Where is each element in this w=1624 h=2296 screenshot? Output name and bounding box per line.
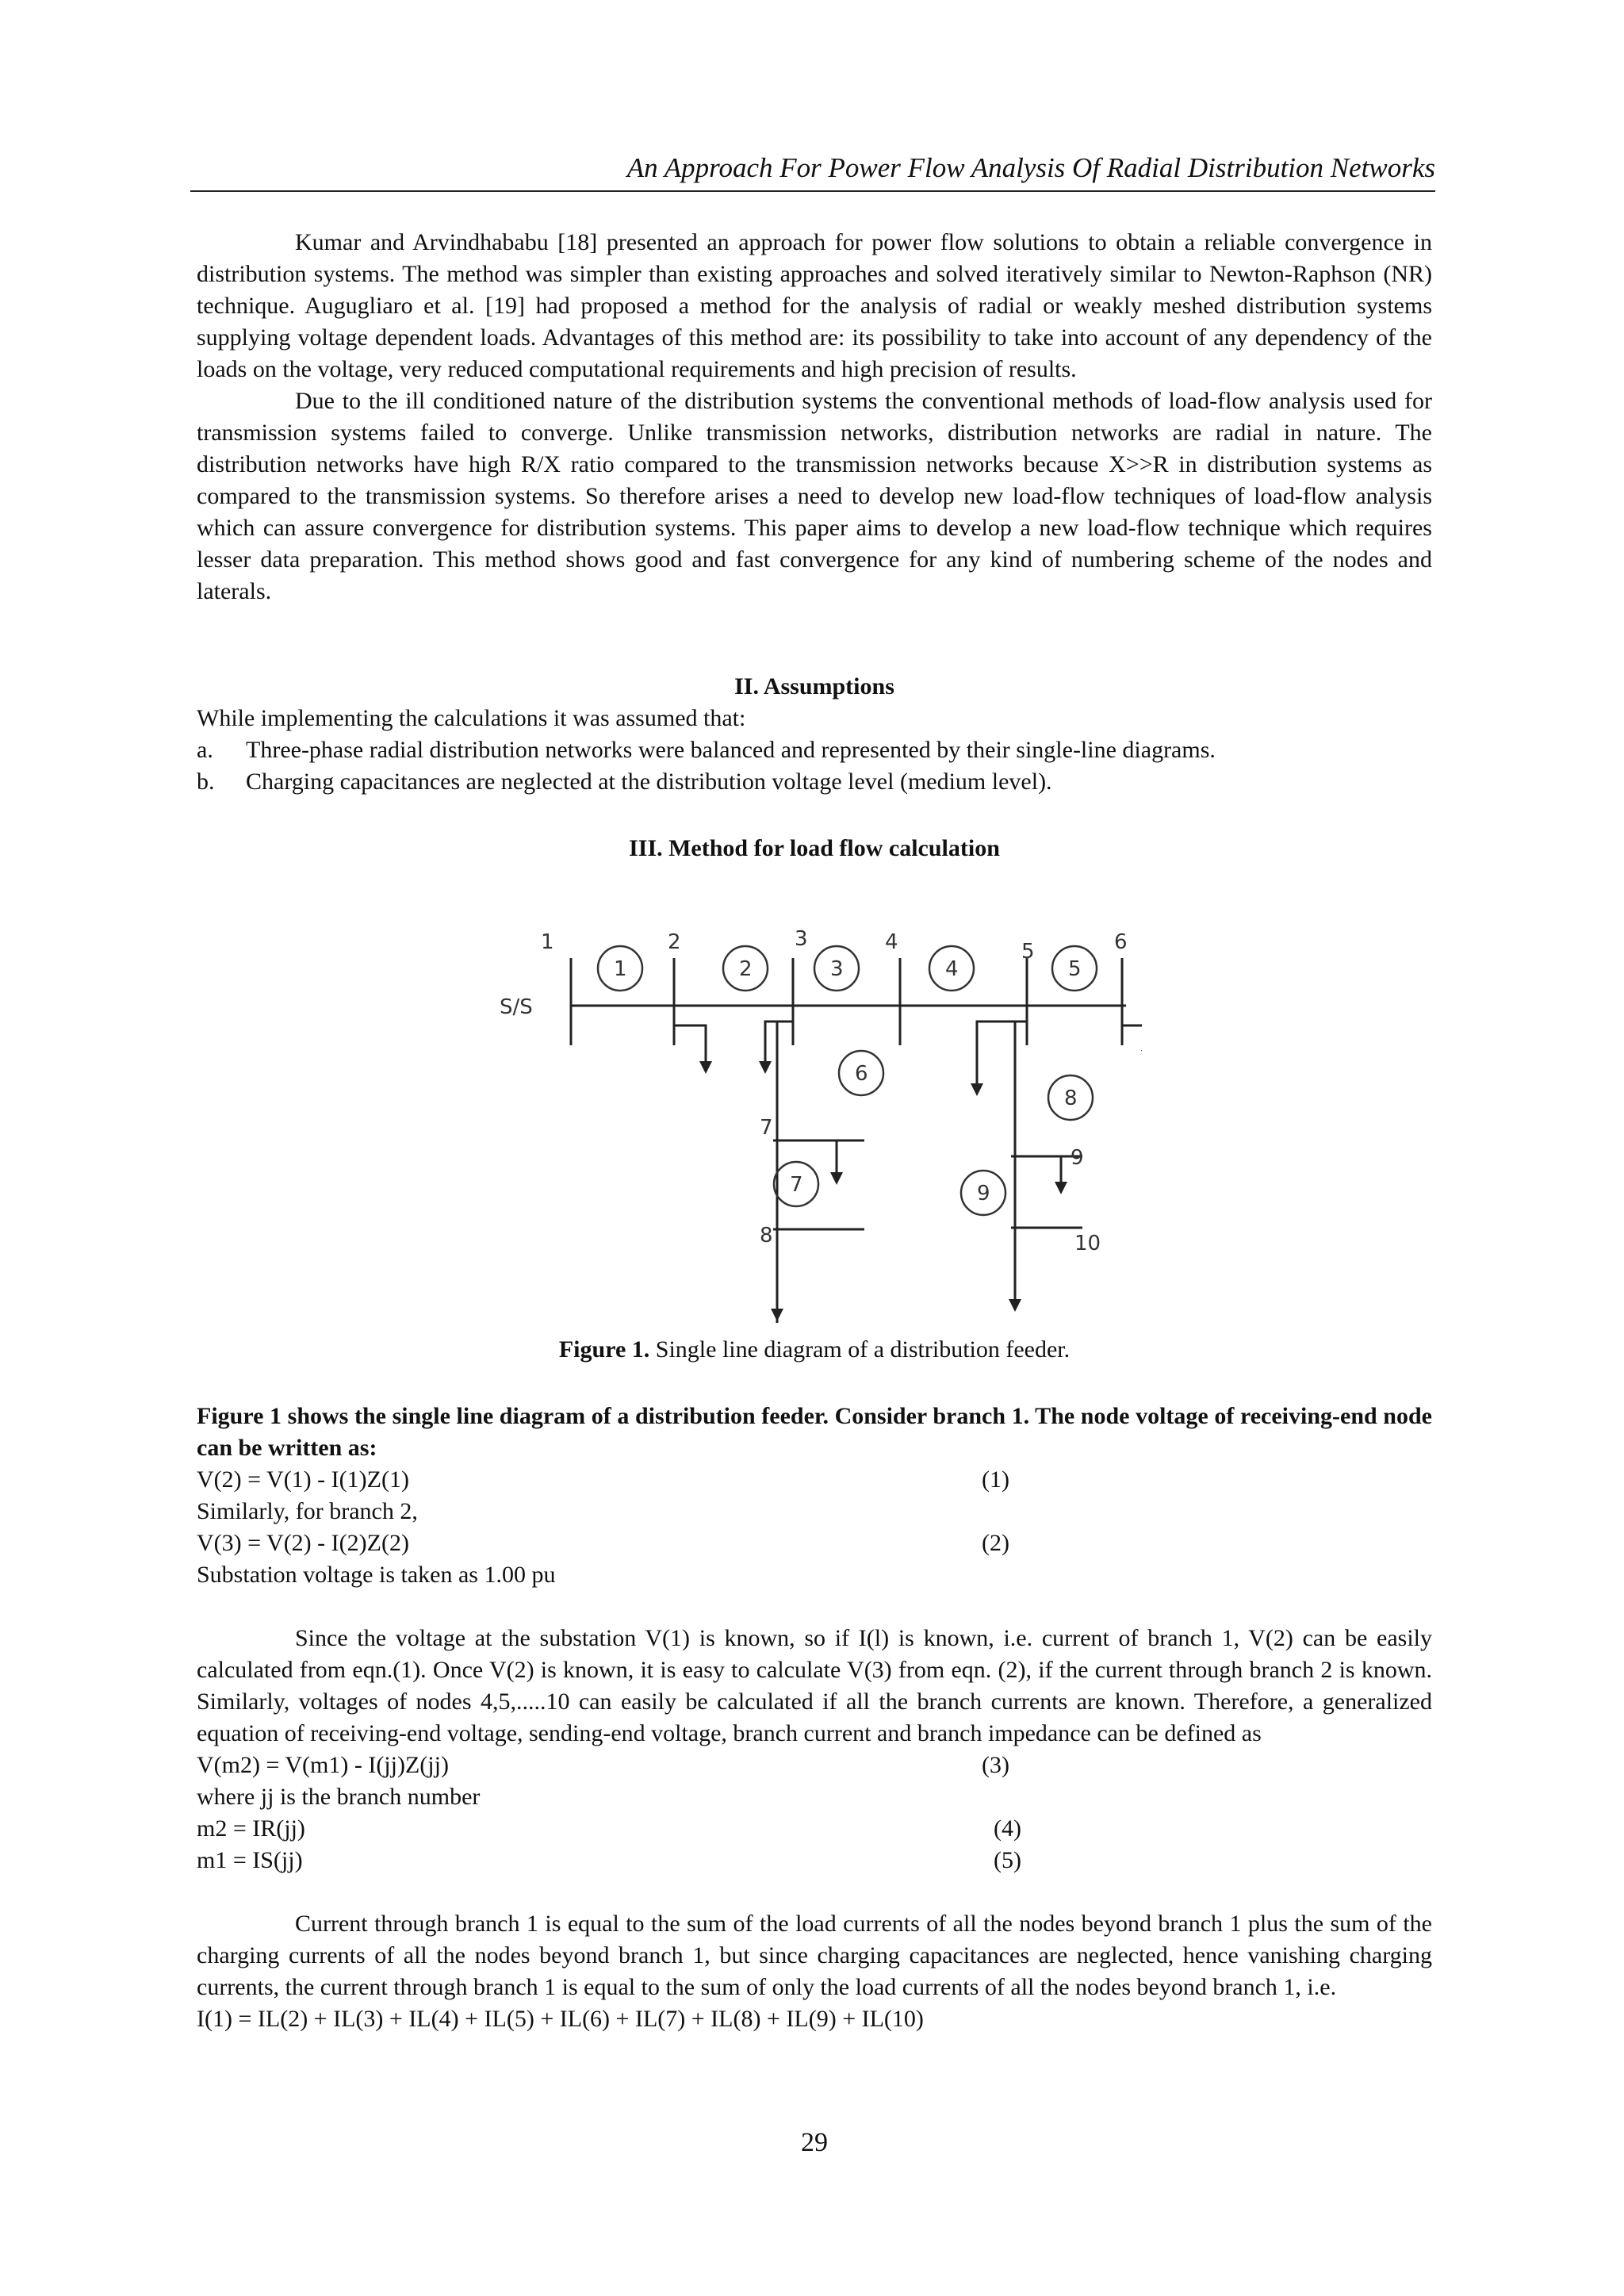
branch-label: 2	[739, 957, 753, 981]
section-heading-assumptions: II. Assumptions	[734, 673, 894, 700]
branch-label: 6	[855, 1062, 868, 1086]
page-number: 29	[801, 2128, 828, 2157]
equation-row	[197, 1750, 1432, 1781]
assumptions-section	[197, 671, 1432, 798]
equation-expr: V(2) = V(1) - I(1)Z(1)	[197, 1466, 409, 1493]
branch-label: 4	[945, 957, 959, 981]
node-label: 7	[760, 1116, 773, 1140]
node-label: 5	[1021, 940, 1035, 964]
equation-branch-current: I(1) = IL(2) + IL(3) + IL(4) + IL(5) + IL(6) + IL(7) + IL(8) + IL(9) + IL(10)	[197, 2006, 924, 2032]
equation-expr: V(3) = V(2) - I(2)Z(2)	[197, 1530, 409, 1556]
load-arrow	[1141, 1050, 1142, 1063]
equation-number: (4)	[994, 1815, 1021, 1842]
paragraph-related-work: Kumar and Arvindhababu [18] presented an approach for power flow solutions to obtain a reliable convergence in distribution systems. The method was simpler than existing approaches and solved iteratively similar to Newton-Raphson (NR) technique. Augugliaro et al. [19] had proposed a method for the analysis of radial or weakly meshed distribution systems supplying voltage dependent loads. Advantages of this method are: its possibility to take into account of any dependency of the loads on the voltage, very reduced computational requirements and high precision of results.	[197, 229, 1432, 382]
running-header: An Approach For Power Flow Analysis Of Radial Distribution Networks	[626, 152, 1435, 183]
substation-label: S/S	[500, 995, 533, 1019]
paragraph-voltage-calc: Since the voltage at the substation V(1) is known, so if I(l) is known, i.e. current of branch 1, V(2) can be easily calculated from eqn.(1). Once V(2) is known, it is easy to calculate V(3) from eqn. (2), if the current through branch 2 is known. Similarly, voltages of nodes 4,5,.....10 can easily be calculated if all the branch currents are known. Therefore, a generalized equation of receiving-end voltage, sending-end voltage, branch current and branch impedance can be defined as	[197, 1625, 1432, 1746]
node-label: 3	[795, 927, 808, 951]
branch-label: 3	[830, 957, 844, 981]
node-label: 10	[1074, 1232, 1101, 1255]
node-label: 6	[1114, 930, 1128, 954]
load-line	[977, 1022, 1027, 1087]
header-rule	[190, 190, 1435, 192]
equation-number: (2)	[982, 1530, 1009, 1556]
method-body	[197, 1401, 1432, 2035]
equation-expr: V(m2) = V(m1) - I(jj)Z(jj)	[197, 1752, 449, 1778]
branch-label: 5	[1068, 957, 1082, 981]
branch-label: 8	[1064, 1087, 1078, 1110]
load-line	[674, 1025, 706, 1065]
load-arrow	[771, 1309, 783, 1321]
intro-section	[197, 227, 1432, 608]
branch-label: 7	[790, 1173, 803, 1197]
list-item	[197, 734, 1432, 766]
list-marker: a.	[197, 737, 213, 763]
text-line: Similarly, for branch 2,	[197, 1498, 418, 1524]
text-line: Substation voltage is taken as 1.00 pu	[197, 1562, 556, 1588]
text-line: where jj is the branch number	[197, 1784, 481, 1810]
equation-row	[197, 1527, 1432, 1559]
load-arrow	[1055, 1182, 1067, 1194]
equation-expr: m2 = IR(jj)	[197, 1815, 305, 1842]
equation-row	[197, 1845, 1432, 1876]
figure-caption-text: Single line diagram of a distribution feeder.	[655, 1336, 1071, 1363]
branch-label: 9	[977, 1182, 990, 1205]
single-line-diagram	[492, 903, 1142, 1331]
load-arrow	[759, 1061, 772, 1074]
node-label: 2	[668, 930, 681, 954]
node-label: 1	[541, 930, 554, 954]
list-marker: b.	[197, 769, 215, 795]
load-line	[1122, 1025, 1142, 1053]
equation-number: (3)	[982, 1752, 1009, 1778]
figure-caption-label: Figure 1.	[558, 1336, 650, 1363]
equation-row	[197, 1813, 1432, 1845]
paragraph-branch-current: Current through branch 1 is equal to the sum of the load currents of all the nodes beyond branch 1 plus the sum of the charging currents of all the nodes beyond branch 1, but since charging capacitances are neglected, hence vanishing charging currents, the current through branch 1 is equal to the sum of only the load currents of all the nodes beyond branch 1, i.e.	[197, 1911, 1432, 2000]
equation-number: (5)	[994, 1847, 1021, 1873]
list-item-text: Three-phase radial distribution networks were balanced and represented by their single-line diagrams.	[246, 737, 1216, 763]
equation-expr: m1 = IS(jj)	[197, 1847, 303, 1873]
load-arrow	[1009, 1299, 1021, 1312]
load-arrow	[830, 1172, 843, 1185]
load-line	[765, 1022, 793, 1065]
section-heading-method: III. Method for load flow calculation	[629, 835, 1000, 861]
load-arrow	[699, 1061, 712, 1074]
branch-label: 1	[614, 957, 627, 981]
node-label: 9	[1071, 1146, 1084, 1170]
node-label: 4	[885, 930, 898, 954]
figure-caption	[197, 1334, 1432, 1366]
list-item-text: Charging capacitances are neglected at the distribution voltage level (medium level).	[246, 769, 1052, 795]
list-item	[197, 766, 1432, 798]
equation-number: (1)	[982, 1466, 1009, 1493]
assumptions-lead: While implementing the calculations it was assumed that:	[197, 705, 746, 731]
equation-row	[197, 1464, 1432, 1496]
method-intro: Figure 1 shows the single line diagram of a distribution feeder. Consider branch 1. The node voltage of receiving-end node can be written as:	[197, 1403, 1432, 1461]
method-heading-block	[197, 833, 1432, 864]
load-arrow	[971, 1083, 983, 1096]
node-label: 8	[760, 1224, 773, 1248]
paragraph-motivation: Due to the ill conditioned nature of the distribution systems the conventional methods of load-flow analysis used for transmission systems failed to converge. Unlike transmission networks, distribution networks are radial in nature. The distribution networks have high R/X ratio compared to the transmission networks because X>>R in distribution systems as compared to the transmission systems. So therefore arises a need to develop new load-flow techniques of load-flow analysis which can assure convergence for distribution systems. This paper aims to develop a new load-flow technique which requires lesser data preparation. This method shows good and fast convergence for any kind of numbering scheme of the nodes and laterals.	[197, 388, 1432, 604]
